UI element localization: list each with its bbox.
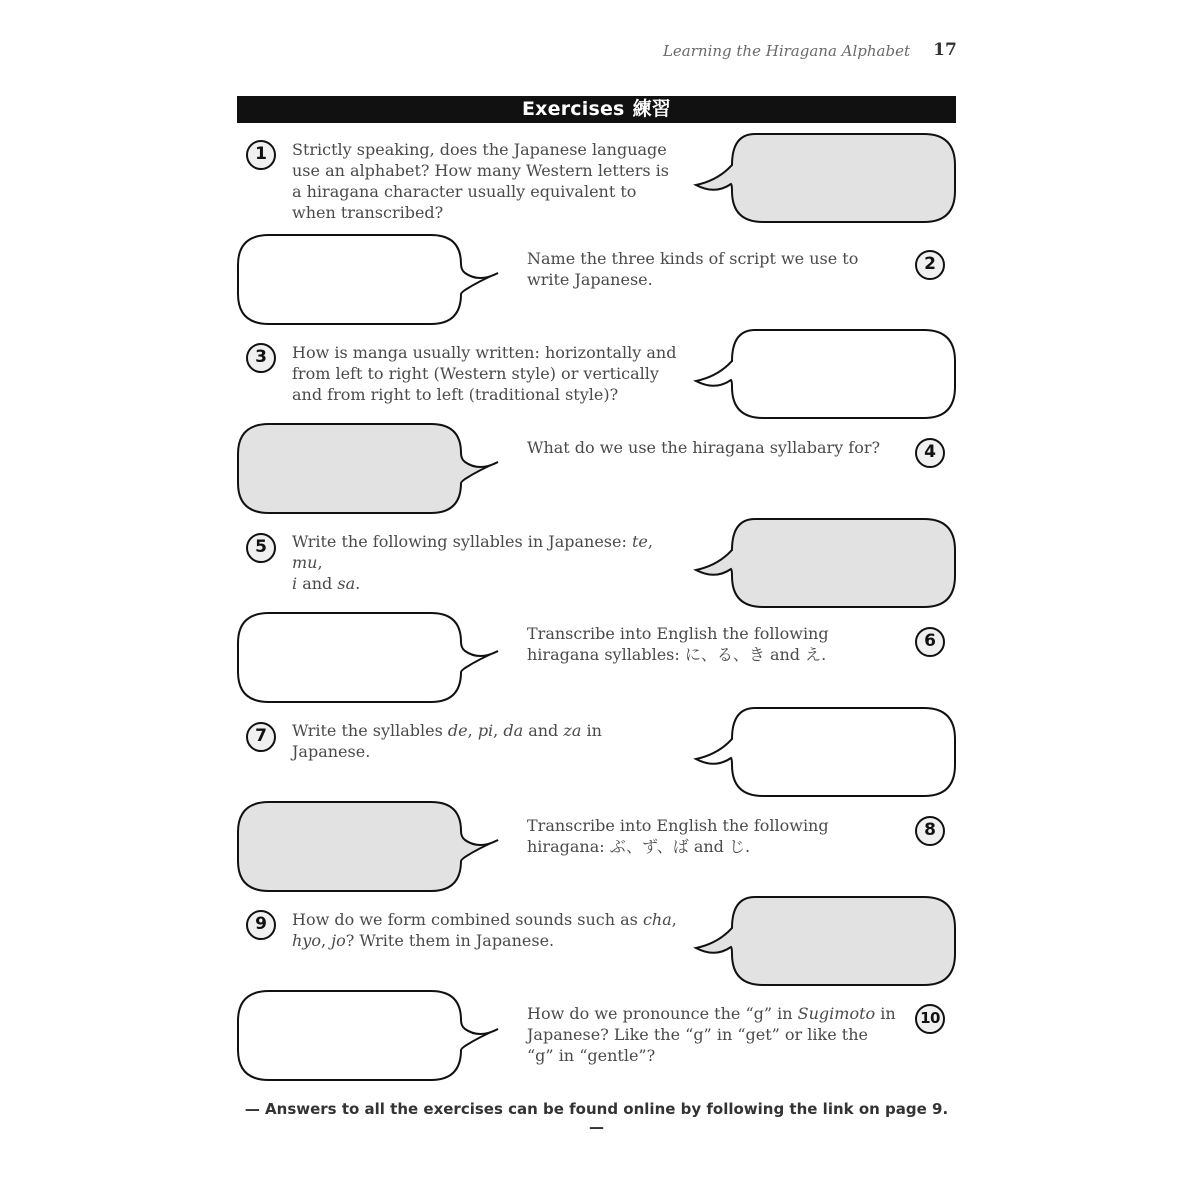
speech-bubble-shape bbox=[238, 235, 498, 324]
q9-sound: jo bbox=[331, 931, 346, 950]
answer-bubble-8[interactable] bbox=[237, 801, 499, 893]
question-2-text: Name the three kinds of script we use to write Japanese. bbox=[527, 249, 859, 289]
question-number-7: 7 bbox=[246, 722, 276, 752]
q9-tail: ? Write them in Japanese. bbox=[345, 931, 555, 950]
question-number-3: 3 bbox=[246, 343, 276, 373]
q5-syllable: i bbox=[292, 574, 298, 593]
answer-bubble-10[interactable] bbox=[237, 990, 499, 1082]
question-number-5: 5 bbox=[246, 533, 276, 563]
q5-syllable: mu bbox=[292, 553, 318, 572]
q9-lead: How do we form combined sounds such as bbox=[292, 910, 643, 929]
question-number-1: 1 bbox=[246, 140, 276, 170]
question-10-text bbox=[527, 1003, 897, 1066]
question-6-text: Transcribe into English the following hiragana syllables: に、る、き and え. bbox=[527, 624, 829, 664]
q9-sound: cha bbox=[642, 910, 672, 929]
question-4-text: What do we use the hiragana syllabary for? bbox=[527, 438, 881, 457]
answer-bubble-9[interactable] bbox=[695, 896, 957, 988]
speech-bubble-shape bbox=[238, 613, 498, 702]
speech-bubble-shape bbox=[238, 424, 498, 513]
page-number: 17 bbox=[933, 40, 957, 60]
q7-lead: Write the syllables bbox=[292, 721, 448, 740]
q9-sound: hyo bbox=[292, 931, 321, 950]
question-9-text: How do we form combined sounds such as cha, hyo, jo? Write them in Japanese. bbox=[292, 910, 677, 950]
q7-tail: in Japanese. bbox=[292, 721, 602, 761]
answer-bubble-1[interactable] bbox=[695, 133, 957, 225]
speech-bubble-shape bbox=[696, 519, 955, 607]
question-7-text: Write the syllables de, pi, da and za in Japanese. bbox=[292, 721, 602, 761]
answer-bubble-2[interactable] bbox=[237, 234, 499, 326]
title-text: Exercises bbox=[522, 98, 625, 120]
answer-bubble-7[interactable] bbox=[695, 707, 957, 799]
q10-name: Sugimoto bbox=[797, 1004, 876, 1023]
q5-lead: Write the following syllables in Japanese: bbox=[292, 532, 632, 551]
speech-bubble-shape bbox=[238, 991, 498, 1080]
question-number-2: 2 bbox=[915, 250, 945, 280]
q5-syllable: te bbox=[631, 532, 648, 551]
answer-bubble-3[interactable] bbox=[695, 329, 957, 421]
question-number-9: 9 bbox=[246, 910, 276, 940]
answer-bubble-6[interactable] bbox=[237, 612, 499, 704]
q10-lead: How do we pronounce the “g” in bbox=[527, 1004, 798, 1023]
speech-bubble-shape bbox=[238, 802, 498, 891]
question-number-10: 10 bbox=[915, 1004, 945, 1034]
title-kanji: 練習 bbox=[632, 98, 671, 120]
speech-bubble-shape bbox=[696, 134, 955, 222]
answer-bubble-4[interactable] bbox=[237, 423, 499, 515]
question-3-text: How is manga usually written: horizontally and from left to right (Western style) or vertically and from right to left (traditional style)? bbox=[292, 343, 677, 404]
exercises-title-bar bbox=[237, 96, 956, 123]
question-5-text: Write the following syllables in Japanese: te, mu, i and sa. bbox=[292, 532, 653, 593]
question-number-8: 8 bbox=[915, 816, 945, 846]
question-8-text: Transcribe into English the following hiragana: ぶ、ず、ば and じ. bbox=[527, 816, 829, 856]
q5-syllable: sa bbox=[337, 574, 356, 593]
answers-footer-note: — Answers to all the exercises can be found online by following the link on page 9. — bbox=[244, 1100, 949, 1136]
q7-syllable: pi bbox=[477, 721, 494, 740]
question-number-6: 6 bbox=[915, 627, 945, 657]
answer-bubble-5[interactable] bbox=[695, 518, 957, 610]
q7-syllable: da bbox=[503, 721, 524, 740]
speech-bubble-shape bbox=[696, 708, 955, 796]
q7-syllable: de bbox=[447, 721, 468, 740]
q7-syllable: za bbox=[563, 721, 582, 740]
speech-bubble-shape bbox=[696, 330, 955, 418]
speech-bubble-shape bbox=[696, 897, 955, 985]
question-1-text: Strictly speaking, does the Japanese language use an alphabet? How many Western letters is a hiragana character usually equivalent to when transcribed? bbox=[292, 140, 669, 222]
question-number-4: 4 bbox=[915, 438, 945, 468]
running-head: Learning the Hiragana Alphabet bbox=[662, 42, 910, 60]
q10-tail: in Japanese? Like the “g” in “get” or like the “g” in “gentle”? bbox=[527, 1004, 896, 1065]
